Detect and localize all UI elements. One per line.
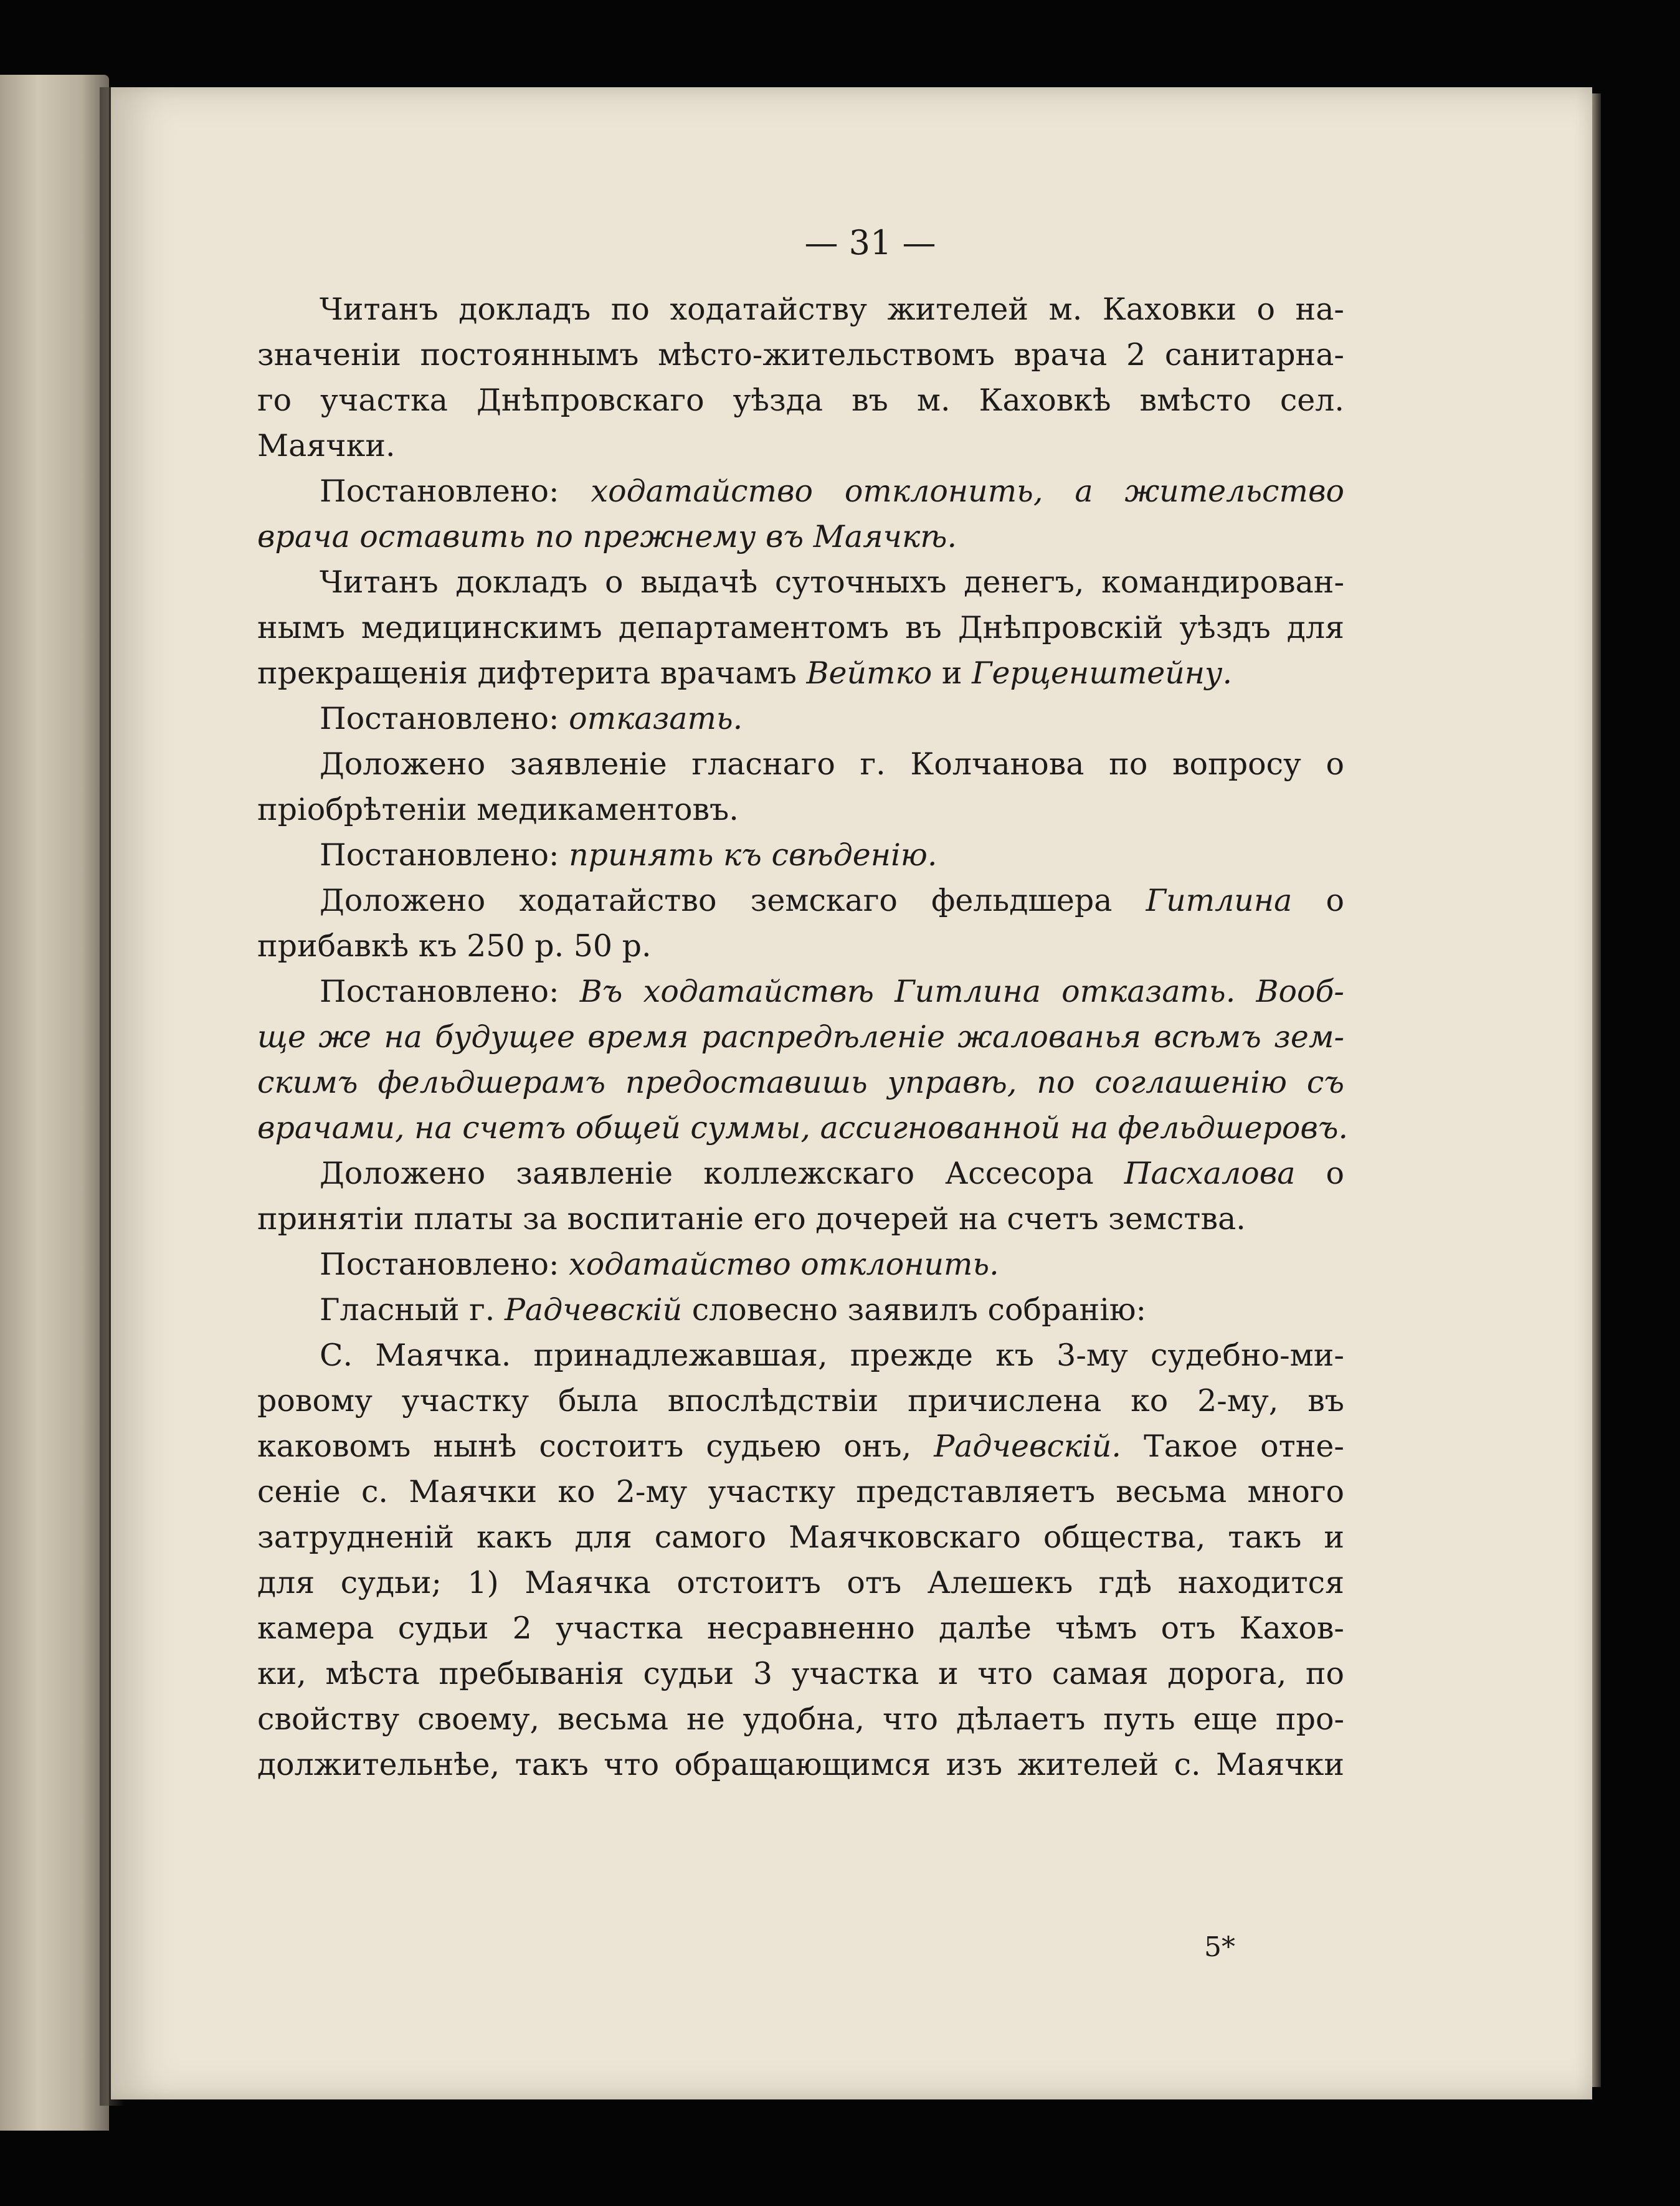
text-run: С. Маячка. принадлежавшая, прежде къ 3-му судебно-ми- (320, 1338, 1344, 1373)
text-line (257, 969, 1344, 1014)
text-line (257, 696, 1344, 741)
text-line (257, 1151, 1344, 1196)
text-run: Читанъ докладъ по ходатайству жителей м. Каховки о на- (320, 292, 1344, 327)
text-line (257, 741, 1344, 787)
text-line (257, 378, 1344, 423)
text-run: Маячки. (257, 428, 396, 464)
text-line (257, 1424, 1344, 1469)
text-run: Постановлено: (320, 701, 569, 736)
text-run: Постановлено: (320, 974, 580, 1009)
text-run: Доложено заявленiе гласнаго г. Колчанова по вопросу о (320, 746, 1344, 782)
text-line (257, 1287, 1344, 1333)
signature-mark: 5* (1204, 1931, 1235, 1963)
text-line (257, 468, 1344, 514)
text-line (257, 923, 1344, 969)
italic-text-run: ще же на будущее время распредѣленiе жалованья всѣмъ зем- (257, 1019, 1344, 1055)
text-run: Такое отне- (1121, 1429, 1344, 1464)
text-run: и (932, 655, 972, 691)
text-run: Постановлено: (320, 473, 591, 509)
text-run: словесно заявилъ собранiю: (682, 1292, 1147, 1328)
text-run: принятiи платы за воспитанiе его дочерей на счетъ земства. (257, 1201, 1246, 1237)
text-run: сенiе с. Маячки ко 2-му участку представляетъ весьма много (257, 1474, 1344, 1509)
italic-text-run: Въ ходатайствѣ Гитлина отказать. Вооб- (579, 974, 1344, 1009)
italic-text-run: Герценштейну. (972, 655, 1233, 691)
italic-text-run: Пасхалова (1124, 1156, 1296, 1191)
text-run: Доложено заявленiе коллежскаго Ассесора (320, 1156, 1124, 1191)
text-run: камера судьи 2 участка несравненно далѣе чѣмъ отъ Кахов- (257, 1610, 1344, 1646)
italic-text-run: отказать. (569, 701, 743, 736)
text-line (257, 1105, 1349, 1151)
italic-text-run: Гитлина (1146, 883, 1293, 918)
text-run: ки, мѣста пребыванiя судьи 3 участка и что самая дорога, по (257, 1656, 1344, 1691)
italic-text-run: Вейтко (806, 655, 933, 691)
text-run: для судьи; 1) Маячка отстоитъ отъ Алешекъ гдѣ находится (257, 1565, 1344, 1600)
text-run: Гласный г. (320, 1292, 505, 1328)
text-run: о (1292, 883, 1344, 918)
left-page-edge (0, 75, 109, 2131)
italic-text-run: врачами, на счетъ общей суммы, ассигнованной на фельдшеровъ. (257, 1110, 1349, 1146)
text-run: значенiи постояннымъ мѣсто-жительствомъ врача 2 санитарна- (257, 337, 1344, 373)
text-line (257, 1196, 1344, 1242)
italic-text-run: врача оставить по прежнему въ Маячкѣ. (257, 519, 957, 554)
text-run: ровому участку была впослѣдствiи причислена ко 2-му, въ (257, 1383, 1344, 1419)
text-line (257, 832, 1344, 878)
text-line (257, 1014, 1344, 1060)
text-run: прiобрѣтенiи медикаментовъ. (257, 792, 739, 827)
text-line (257, 332, 1344, 378)
text-run: каковомъ нынѣ состоитъ судьею онъ, (257, 1429, 934, 1464)
text-line (257, 1605, 1344, 1651)
book-page (111, 87, 1592, 2099)
text-line (257, 1696, 1344, 1742)
page-number: — 31 — (804, 223, 936, 262)
italic-text-run: ходатайство отклонить, а жительство (591, 473, 1344, 509)
text-line (257, 1560, 1344, 1605)
text-run: прекращенiя дифтерита врачамъ (257, 655, 807, 691)
text-line (257, 1060, 1344, 1105)
italic-text-run: Радчевскiй (504, 1292, 683, 1328)
text-run: о (1295, 1156, 1344, 1191)
text-line (257, 605, 1344, 650)
text-run: затрудненiй какъ для самого Маячковскаго общества, такъ и (257, 1519, 1344, 1555)
italic-text-run: принять къ свѣденiю. (569, 837, 937, 873)
text-line (257, 787, 1344, 832)
text-line (257, 650, 1344, 696)
text-run: прибавкѣ къ 250 р. 50 р. (257, 928, 652, 964)
text-run: свойству своему, весьма не удобна, что дѣлаетъ путь еще про- (257, 1701, 1344, 1737)
text-run: Доложено ходатайство земскаго фельдшера (320, 883, 1146, 918)
text-line (257, 1514, 1344, 1560)
text-line (257, 1242, 1344, 1287)
text-line (257, 1742, 1344, 1787)
text-run: Постановлено: (320, 837, 569, 873)
text-line (257, 1651, 1344, 1696)
right-page-edge (1592, 93, 1601, 2087)
text-line (257, 1469, 1344, 1514)
italic-text-run: Радчевскiй. (934, 1429, 1121, 1464)
text-line (257, 1333, 1344, 1378)
text-line (257, 878, 1344, 923)
text-line (257, 287, 1344, 332)
text-run: должительнѣе, такъ что обращающимся изъ жителей с. Маячки (257, 1747, 1344, 1782)
text-run: Читанъ докладъ о выдачѣ суточныхъ денегъ, командирован- (320, 564, 1344, 600)
text-line (257, 559, 1344, 605)
text-run: Постановлено: (320, 1247, 569, 1282)
text-run: нымъ медицинскимъ департаментомъ въ Днѣпровскiй уѣздъ для (257, 610, 1344, 645)
italic-text-run: ходатайство отклонить. (569, 1247, 999, 1282)
italic-text-run: скимъ фельдшерамъ предоставишь управѣ, по соглашенiю съ (257, 1065, 1344, 1100)
text-line (257, 514, 1344, 559)
text-line (257, 423, 1344, 468)
text-run: го участка Днѣпровскаго уѣзда въ м. Каховкѣ вмѣсто сел. (257, 383, 1344, 418)
page-body-text (257, 287, 1349, 1787)
text-line (257, 1378, 1344, 1424)
